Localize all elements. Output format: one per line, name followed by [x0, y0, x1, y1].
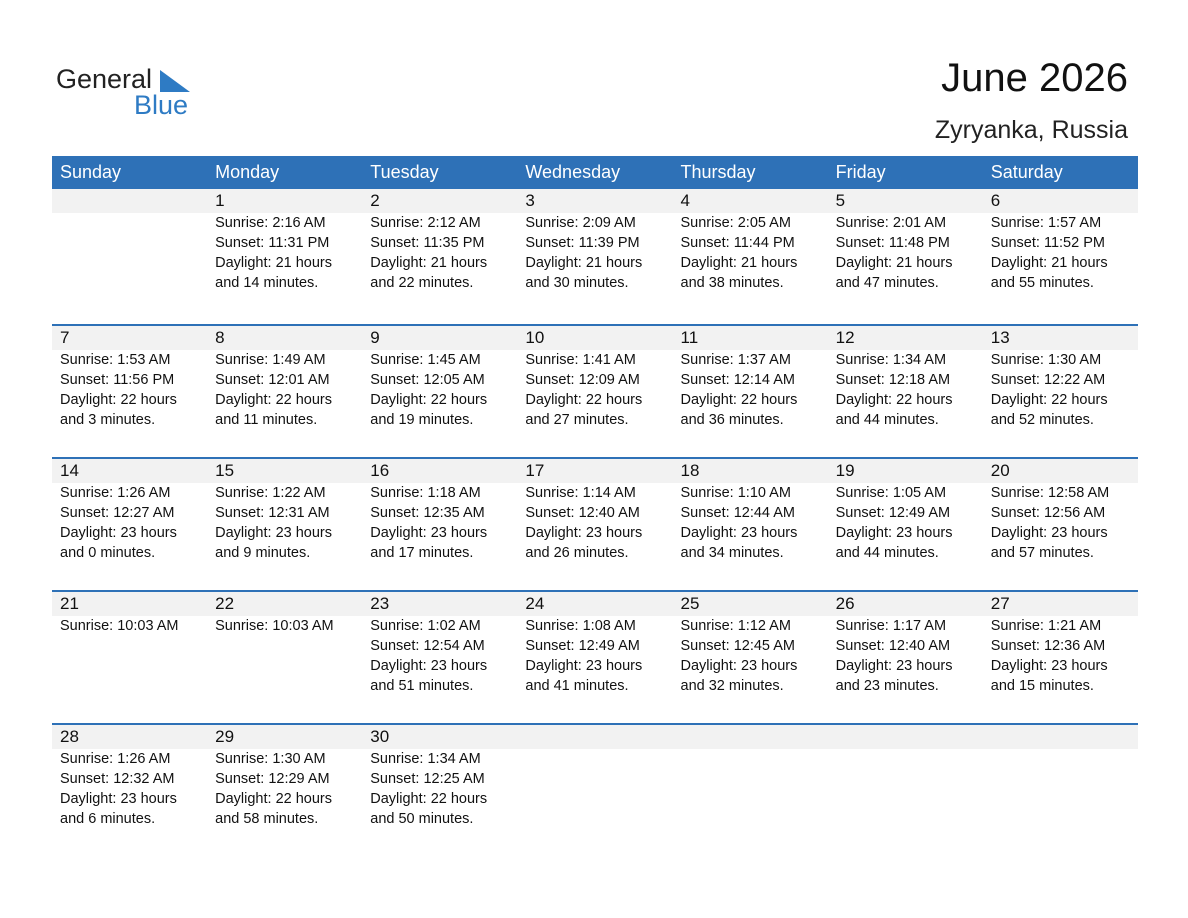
- sun-info-line: and 34 minutes.: [680, 545, 784, 561]
- day-number: 19: [835, 461, 855, 480]
- day-cell: [828, 189, 983, 324]
- day-number: 28: [60, 727, 79, 746]
- day-cell: [362, 189, 517, 324]
- sun-info-line: Sunset: 12:01 AM: [215, 372, 330, 388]
- day-cell: [828, 592, 983, 723]
- day-cell: [362, 592, 517, 723]
- sun-info-line: Sunrise: 1:49 AM: [215, 352, 326, 368]
- sun-info-line: and 32 minutes.: [680, 678, 784, 694]
- sun-info-line: Daylight: 22 hours: [370, 392, 488, 408]
- sun-info-line: Sunrise: 12:58 AM: [990, 485, 1110, 501]
- day-number: 20: [990, 461, 1010, 480]
- day-number: 13: [990, 328, 1010, 347]
- sun-info-line: and 17 minutes.: [370, 545, 474, 561]
- calendar-grid: [52, 156, 1138, 856]
- day-number: 16: [370, 461, 390, 480]
- sun-info-line: Sunrise: 1:34 AM: [370, 751, 481, 767]
- day-cell: [52, 326, 207, 457]
- sun-info-line: and 14 minutes.: [215, 275, 319, 291]
- sun-info-line: Daylight: 21 hours: [835, 255, 953, 271]
- sun-info-line: Sunset: 12:05 AM: [370, 372, 485, 388]
- weekday-thursday: Thursday: [680, 162, 756, 182]
- sun-info-line: and 22 minutes.: [370, 275, 474, 291]
- sun-info-line: Sunrise: 2:05 AM: [680, 215, 791, 231]
- sun-info-line: Sunset: 11:31 PM: [215, 235, 330, 251]
- sun-info-line: Sunset: 11:48 PM: [835, 235, 950, 251]
- day-number: 7: [60, 328, 70, 347]
- day-number: 15: [215, 461, 235, 480]
- sun-info-line: Sunrise: 2:12 AM: [370, 215, 481, 231]
- day-cell: [362, 725, 517, 856]
- sun-info-line: Sunset: 12:45 AM: [680, 638, 795, 654]
- sun-info-line: Sunset: 12:49 AM: [525, 638, 640, 654]
- day-number: 11: [680, 328, 699, 347]
- sun-info-line: Sunrise: 2:16 AM: [215, 215, 326, 231]
- sun-info-line: Sunrise: 1:30 AM: [215, 751, 326, 767]
- page-title: June 2026: [941, 56, 1128, 100]
- day-number: 2: [370, 191, 380, 210]
- sun-info-line: and 57 minutes.: [990, 545, 1094, 561]
- day-cell: [983, 592, 1138, 723]
- logo-word-general: General: [56, 64, 153, 94]
- day-cell: [52, 459, 207, 590]
- day-cell: [828, 459, 983, 590]
- sun-info-line: Daylight: 23 hours: [680, 658, 798, 674]
- sun-info-line: Sunrise: 1:26 AM: [60, 751, 171, 767]
- sun-info-line: Sunrise: 1:10 AM: [680, 485, 791, 501]
- day-cell: [207, 326, 362, 457]
- sun-info-line: and 44 minutes.: [835, 412, 939, 428]
- sun-info-line: Sunset: 12:18 AM: [835, 372, 951, 388]
- sun-info-line: Daylight: 21 hours: [525, 255, 643, 271]
- day-cell: [517, 189, 672, 324]
- sun-info-line: and 19 minutes.: [370, 412, 474, 428]
- day-number: 29: [215, 727, 235, 746]
- weeks-container: [52, 189, 1138, 856]
- sun-info-line: and 38 minutes.: [680, 275, 784, 291]
- sun-info-line: Sunrise: 1:41 AM: [525, 352, 636, 368]
- day-number: 21: [60, 594, 79, 613]
- day-number: 1: [215, 191, 225, 210]
- sun-info-line: and 3 minutes.: [60, 412, 156, 428]
- day-number: 5: [835, 191, 846, 210]
- sun-info-line: Sunset: 12:32 AM: [60, 771, 175, 787]
- sun-info-line: and 15 minutes.: [990, 678, 1094, 694]
- day-number: 23: [370, 594, 390, 613]
- weekday-tuesday: Tuesday: [370, 162, 439, 182]
- sun-info-line: Sunrise: 10:03 AM: [60, 618, 179, 634]
- sun-info-line: Sunrise: 1:21 AM: [990, 618, 1102, 634]
- sun-info-line: Sunset: 12:40 AM: [835, 638, 951, 654]
- sun-info-line: Sunrise: 1:02 AM: [370, 618, 481, 634]
- day-cell: [362, 326, 517, 457]
- day-number: 10: [525, 328, 545, 347]
- day-cell: [207, 189, 362, 324]
- sun-info-line: Daylight: 22 hours: [990, 392, 1108, 408]
- sun-info-line: and 30 minutes.: [525, 275, 629, 291]
- sun-info-line: Daylight: 22 hours: [370, 791, 488, 807]
- day-number: 4: [680, 191, 690, 210]
- sun-info-line: Daylight: 22 hours: [215, 791, 332, 807]
- sun-info-line: Daylight: 21 hours: [680, 255, 798, 271]
- day-number: 25: [680, 594, 700, 613]
- sun-info-line: Sunrise: 1:14 AM: [525, 485, 636, 501]
- sun-info-line: and 41 minutes.: [525, 678, 629, 694]
- day-number: 26: [835, 594, 855, 613]
- empty-day-cell: [52, 189, 207, 324]
- sun-info-line: Sunset: 12:49 AM: [835, 505, 951, 521]
- sun-info-line: Sunrise: 1:08 AM: [525, 618, 636, 634]
- sun-info-line: Daylight: 23 hours: [525, 525, 643, 541]
- day-cell: [983, 189, 1138, 324]
- day-number: 8: [215, 328, 225, 347]
- day-number: 30: [370, 727, 390, 746]
- weekday-saturday: Saturday: [990, 162, 1063, 182]
- day-cell: [207, 459, 362, 590]
- week-row: [52, 324, 1138, 457]
- sun-info-line: Sunset: 12:09 AM: [525, 372, 640, 388]
- sun-info-line: Daylight: 23 hours: [370, 525, 488, 541]
- sun-info-line: Sunset: 11:44 PM: [680, 235, 795, 251]
- sun-info-line: Daylight: 22 hours: [215, 392, 332, 408]
- day-number: 3: [525, 191, 535, 210]
- sun-info-line: Daylight: 21 hours: [215, 255, 332, 271]
- sun-info-line: Sunset: 12:27 AM: [60, 505, 175, 521]
- empty-day-cell: [517, 725, 672, 856]
- sun-info-line: and 6 minutes.: [60, 811, 156, 827]
- sun-info-line: Sunrise: 1:12 AM: [680, 618, 791, 634]
- sun-info-line: and 27 minutes.: [525, 412, 629, 428]
- weekday-friday: Friday: [835, 162, 886, 182]
- sun-info-line: Daylight: 23 hours: [60, 525, 177, 541]
- sun-info-line: Sunrise: 1:17 AM: [835, 618, 947, 634]
- sun-info-line: and 50 minutes.: [370, 811, 474, 827]
- day-number: 12: [835, 328, 855, 347]
- day-cell: [517, 459, 672, 590]
- sun-info-line: Daylight: 23 hours: [370, 658, 488, 674]
- sun-info-line: and 58 minutes.: [215, 811, 319, 827]
- sun-info-line: Daylight: 22 hours: [680, 392, 798, 408]
- sun-info-line: Sunset: 12:40 AM: [525, 505, 640, 521]
- sun-info-line: Sunrise: 2:01 AM: [835, 215, 947, 231]
- day-cell: [517, 326, 672, 457]
- sun-info-line: Daylight: 22 hours: [525, 392, 643, 408]
- day-number: 9: [370, 328, 380, 347]
- empty-day-cell: [673, 725, 828, 856]
- sun-info-line: Sunrise: 1:18 AM: [370, 485, 481, 501]
- weekday-wednesday: Wednesday: [525, 162, 621, 182]
- sun-info-line: Sunset: 11:52 PM: [990, 235, 1105, 251]
- sun-info-line: Sunrise: 1:57 AM: [990, 215, 1102, 231]
- day-number: 22: [215, 594, 235, 613]
- sun-info-line: Sunset: 12:31 AM: [215, 505, 330, 521]
- sun-info-line: and 36 minutes.: [680, 412, 784, 428]
- week-row: [52, 457, 1138, 590]
- sun-info-line: Sunrise: 1:34 AM: [835, 352, 947, 368]
- sun-info-line: Daylight: 23 hours: [60, 791, 177, 807]
- day-cell: [207, 725, 362, 856]
- empty-day-cell: [983, 725, 1138, 856]
- sun-info-line: Daylight: 23 hours: [525, 658, 643, 674]
- day-cell: [828, 326, 983, 457]
- sun-info-line: Sunrise: 1:37 AM: [680, 352, 791, 368]
- sun-info-line: Daylight: 22 hours: [835, 392, 953, 408]
- weekday-monday: Monday: [215, 162, 280, 182]
- sun-info-line: Sunrise: 1:30 AM: [990, 352, 1102, 368]
- sun-info-line: Daylight: 21 hours: [370, 255, 488, 271]
- week-row: [52, 189, 1138, 324]
- sun-info-line: Daylight: 23 hours: [835, 658, 953, 674]
- sun-info-line: Sunset: 12:29 AM: [215, 771, 330, 787]
- sun-info-line: Sunrise: 1:53 AM: [60, 352, 171, 368]
- day-number: 27: [990, 594, 1010, 613]
- sun-info-line: Sunrise: 1:22 AM: [215, 485, 326, 501]
- sun-info-line: Sunset: 11:39 PM: [525, 235, 640, 251]
- sun-info-line: and 51 minutes.: [370, 678, 474, 694]
- sun-info-line: Sunset: 12:22 AM: [990, 372, 1106, 388]
- sun-info-line: Sunset: 12:56 AM: [990, 505, 1106, 521]
- sun-info-line: Sunrise: 2:09 AM: [525, 215, 636, 231]
- sun-info-line: Daylight: 23 hours: [215, 525, 332, 541]
- day-cell: [673, 189, 828, 324]
- logo-word-blue: Blue: [134, 90, 189, 120]
- week-row: [52, 590, 1138, 723]
- sun-info-line: Sunset: 12:14 AM: [680, 372, 795, 388]
- sun-info-line: Daylight: 23 hours: [680, 525, 798, 541]
- day-number: 6: [990, 191, 1001, 210]
- day-cell: [207, 592, 362, 723]
- sun-info-line: and 11 minutes.: [215, 412, 318, 428]
- day-cell: [983, 459, 1138, 590]
- sun-info-line: and 26 minutes.: [525, 545, 629, 561]
- sun-info-line: Sunset: 12:35 AM: [370, 505, 485, 521]
- sun-info-line: Sunrise: 1:05 AM: [835, 485, 947, 501]
- sun-info-line: Sunset: 11:56 PM: [60, 372, 175, 388]
- weekday-header-row: [52, 156, 1138, 189]
- sun-info-line: Daylight: 23 hours: [990, 525, 1108, 541]
- sun-info-line: and 52 minutes.: [990, 412, 1094, 428]
- logo-triangle-icon: [158, 70, 192, 92]
- day-cell: [673, 326, 828, 457]
- sun-info-line: Daylight: 21 hours: [990, 255, 1108, 271]
- sun-info-line: and 55 minutes.: [990, 275, 1094, 291]
- sun-info-line: and 23 minutes.: [835, 678, 939, 694]
- day-cell: [673, 592, 828, 723]
- sun-info-line: Sunset: 11:35 PM: [370, 235, 485, 251]
- day-cell: [52, 592, 207, 723]
- sun-info-line: Sunset: 12:36 AM: [990, 638, 1106, 654]
- weekday-sunday: Sunday: [60, 162, 122, 182]
- sun-info-line: Sunrise: 1:45 AM: [370, 352, 481, 368]
- day-number: 18: [680, 461, 700, 480]
- day-cell: [983, 326, 1138, 457]
- day-number: 17: [525, 461, 545, 480]
- day-cell: [362, 459, 517, 590]
- sun-info-line: and 44 minutes.: [835, 545, 939, 561]
- sun-info-line: and 47 minutes.: [835, 275, 939, 291]
- sun-info-line: and 9 minutes.: [215, 545, 311, 561]
- empty-day-cell: [828, 725, 983, 856]
- day-cell: [517, 592, 672, 723]
- sun-info-line: Sunrise: 1:26 AM: [60, 485, 171, 501]
- logo: [56, 64, 206, 120]
- sun-info-line: Sunset: 12:54 AM: [370, 638, 485, 654]
- day-cell: [673, 459, 828, 590]
- sun-info-line: Daylight: 23 hours: [990, 658, 1108, 674]
- day-cell: [52, 725, 207, 856]
- location-subtitle: Zyryanka, Russia: [934, 116, 1128, 144]
- week-row: [52, 723, 1138, 856]
- sun-info-line: Daylight: 22 hours: [60, 392, 177, 408]
- day-number: 14: [60, 461, 79, 480]
- sun-info-line: Daylight: 23 hours: [835, 525, 953, 541]
- sun-info-line: Sunset: 12:44 AM: [680, 505, 795, 521]
- sun-info-line: Sunrise: 10:03 AM: [215, 618, 334, 634]
- day-number: 24: [525, 594, 545, 613]
- sun-info-line: and 0 minutes.: [60, 545, 156, 561]
- sun-info-line: Sunset: 12:25 AM: [370, 771, 485, 787]
